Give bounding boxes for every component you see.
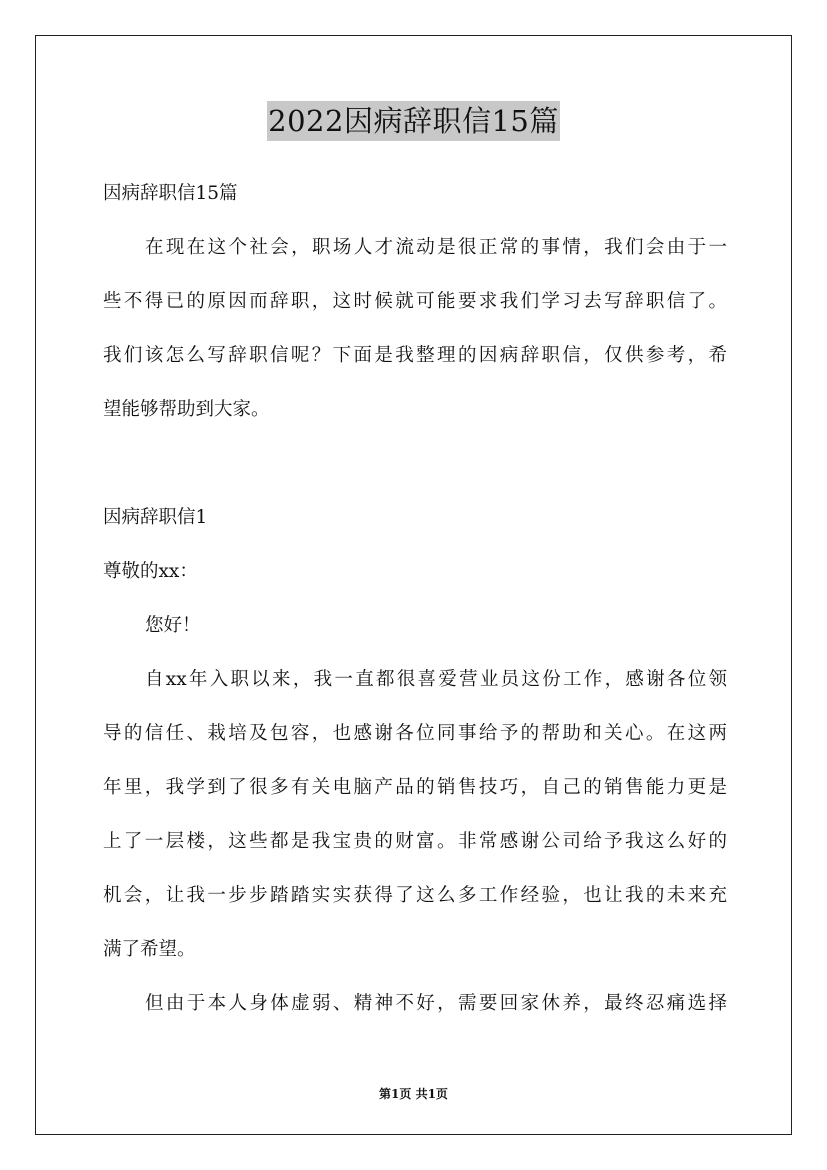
- paragraph2-line-1: 但由于本人身体虚弱、精神不好，需要回家休养，最终忍痛选择: [145, 993, 727, 1014]
- paragraph1-line-4: 上了一层楼，这些都是我宝贵的财富。非常感谢公司给予我这么好的: [103, 831, 727, 852]
- salutation: 尊敬的xx：: [103, 561, 198, 582]
- intro-line-3: 我们该怎么写辞职信呢？下面是我整理的因病辞职信，仅供参考，希: [103, 345, 727, 366]
- paragraph1-line-3: 年里，我学到了很多有关电脑产品的销售技巧，自己的销售能力更是: [103, 777, 727, 798]
- title-container: [0, 101, 827, 141]
- document-title: 2022因病辞职信15篇: [267, 101, 560, 141]
- letter-heading: 因病辞职信1: [103, 507, 208, 528]
- intro-line-4: 望能够帮助到大家。: [103, 399, 270, 420]
- paragraph1-line-5: 机会，让我一步步踏踏实实获得了这么多工作经验，也让我的未来充: [103, 885, 727, 906]
- paragraph1-line-1: 自xx年入职以来，我一直都很喜爱营业员这份工作，感谢各位领: [145, 669, 727, 690]
- paragraph1-line-6: 满了希望。: [103, 939, 196, 960]
- document-subtitle: 因病辞职信15篇: [103, 183, 238, 204]
- greeting: 您好！: [145, 615, 201, 636]
- intro-line-1: 在现在这个社会，职场人才流动是很正常的事情，我们会由于一: [145, 237, 727, 258]
- page-footer: 第1页 共1页: [379, 1087, 448, 1101]
- intro-line-2: 些不得已的原因而辞职，这时候就可能要求我们学习去写辞职信了。: [103, 291, 727, 312]
- paragraph1-line-2: 导的信任、栽培及包容，也感谢各位同事给予的帮助和关心。在这两: [103, 723, 727, 744]
